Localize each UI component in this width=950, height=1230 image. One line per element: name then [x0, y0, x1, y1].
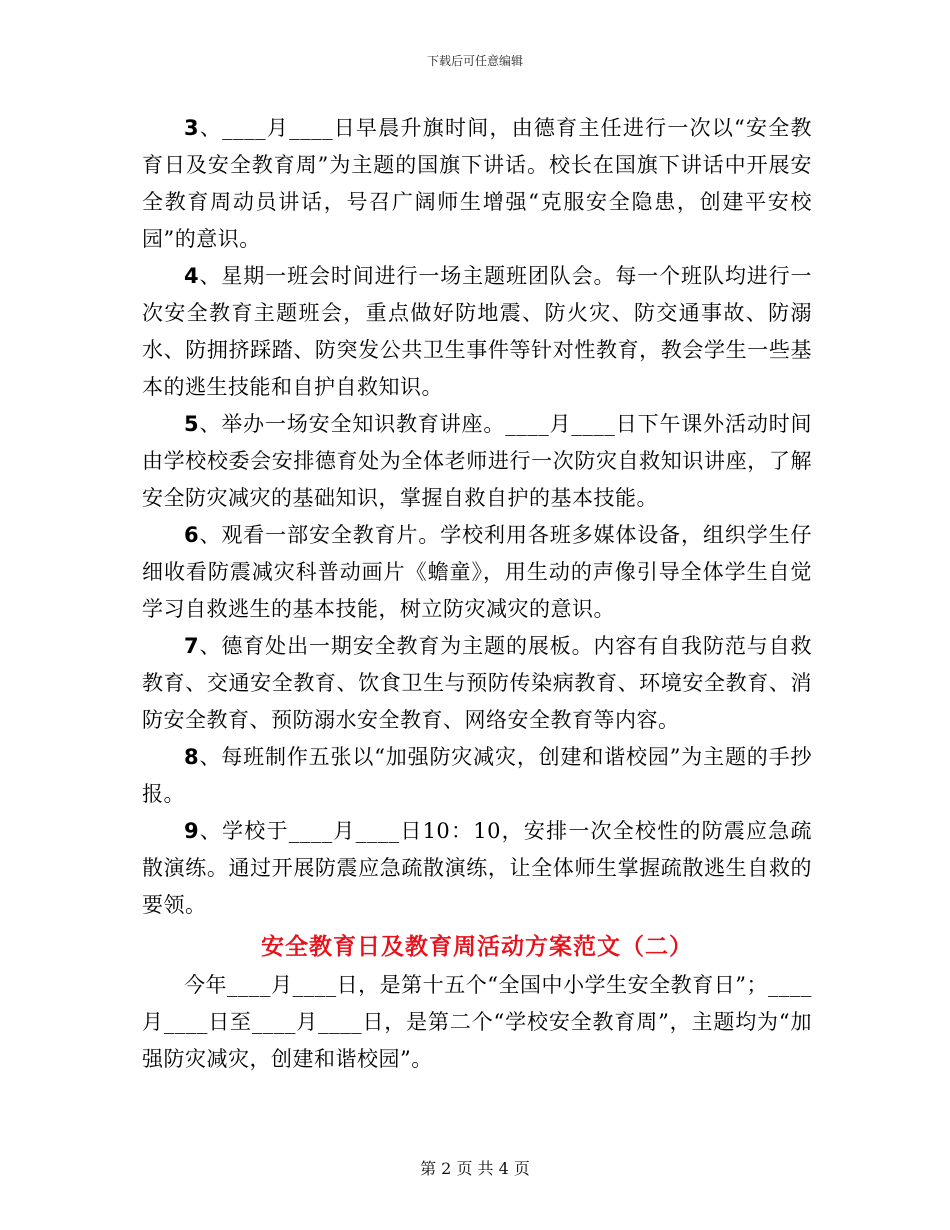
list-item-5: [142, 406, 812, 517]
list-item-8: [142, 739, 812, 813]
item-text: 、德育处出一期安全教育为主题的展板。内容有自我防范与自救教育、交通安全教育、饮食卫生与预防传染病教育、环境安全教育、消防安全教育、预防溺水安全教育、网络安全教育等内容。: [142, 634, 812, 732]
section-title: 安全教育日及教育周活动方案范文（二）: [261, 933, 693, 960]
page-header: 下载后可任意编辑: [426, 54, 523, 68]
page-number: 第 2 页 共 4 页: [420, 1159, 530, 1178]
item-text: 、____月____日早晨升旗时间，由德育主任进行一次以“安全教育日及安全教育周”为主题的国旗下讲话。校长在国旗下讲话中开展安全教育周动员讲话，号召广阔师生增强“克服安全隐患，创建平安校园”的意识。: [142, 116, 812, 251]
item-text: 、星期一班会时间进行一场主题班团队会。每一个班队均进行一次安全教育主题班会，重点做好防地震、防火灾、防交通事故、防溺水、防拥挤踩踏、防突发公共卫生事件等针对性教育，教会学生一些基本的逃生技能和自护自救知识。: [142, 264, 812, 399]
item-number: 6: [184, 523, 200, 547]
list-item-7: [142, 628, 812, 739]
item-number: 9: [184, 819, 200, 843]
document-body: [142, 110, 812, 1078]
item-number: 5: [184, 412, 200, 436]
list-item-6: [142, 517, 812, 628]
item-number: 4: [184, 264, 200, 288]
list-item-9: [142, 813, 812, 924]
item-text: 、观看一部安全教育片。学校利用各班多媒体设备，组织学生仔细收看防震减灾科普动画片《蟾童》，用生动的声像引导全体学生自觉学习自救逃生的基本技能，树立防灾减灾的意识。: [142, 523, 812, 621]
list-item-4: [142, 258, 812, 406]
item-number: 7: [184, 634, 200, 658]
item-text: 、每班制作五张以“加强防灾减灾，创建和谐校园”为主题的手抄报。: [142, 745, 812, 806]
section-paragraph: 今年____月____日，是第十五个“全国中小学生安全教育日”；____月____日至____月____日，是第二个“学校安全教育周”，主题均为“加强防灾减灾，创建和谐校园”。: [142, 973, 812, 1071]
item-text: 、学校于____月____日10：10，安排一次全校性的防震应急疏散演练。通过开展防震应急疏散演练，让全体师生掌握疏散逃生自救的要领。: [142, 819, 812, 917]
list-item-3: [142, 110, 812, 258]
item-number: 8: [184, 745, 200, 769]
item-number: 3: [184, 116, 200, 140]
item-text: 、举办一场安全知识教育讲座。____月____日下午课外活动时间由学校校委会安排德育处为全体老师进行一次防灾自救知识讲座，了解安全防灾减灾的基础知识，掌握自救自护的基本技能。: [142, 412, 812, 510]
